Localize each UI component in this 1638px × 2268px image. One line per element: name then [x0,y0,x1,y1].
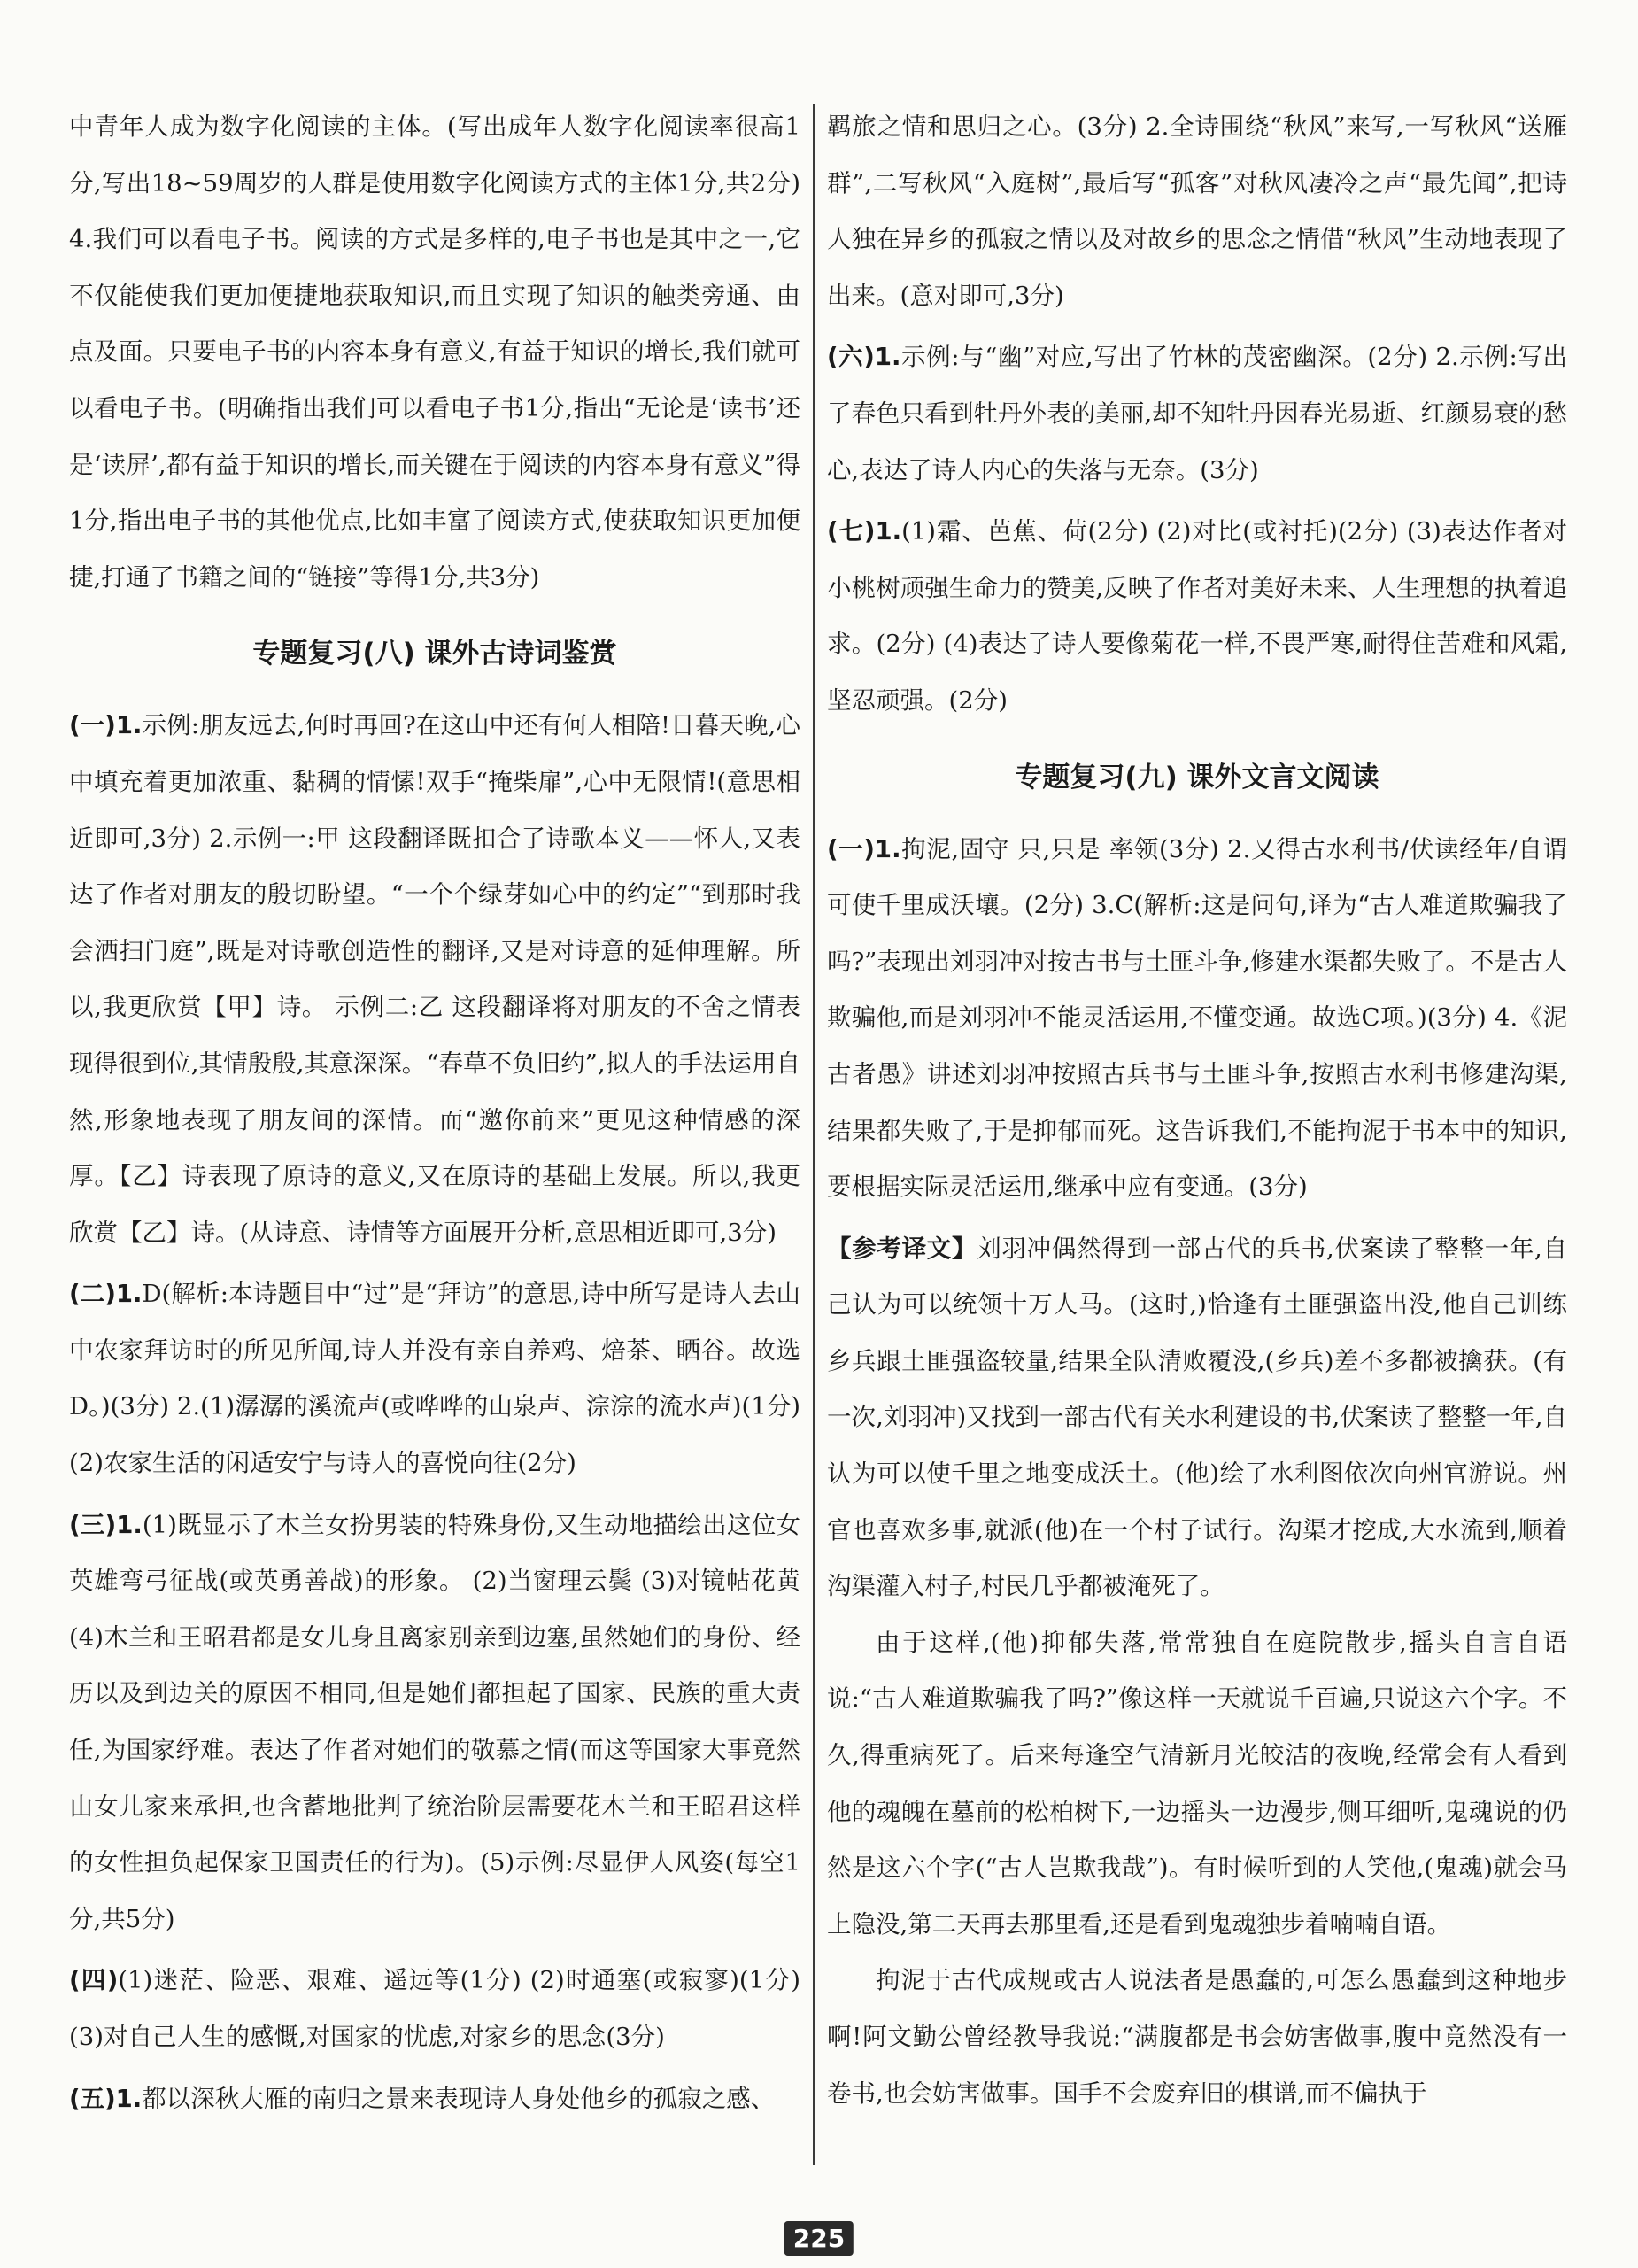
answer-text: 示例:朋友远去,何时再回?在这山中还有何人相陪!日暮天晚,心中填充着更加浓重、黏稠的情愫!双手“掩柴扉”,心中无限情!(意思相近即可,3分) 2.示例一:甲 这段翻译既扣合了诗歌本义——怀人,又表达了作者对朋友的殷切盼望。“一个个绿芽如心中的约定”“到那时我会洒扫门庭”,既是对诗歌创造性的翻译,又是对诗意的延伸理解。所以,我更欣赏【甲】诗。 示例二:乙 这段翻译将对朋友的不舍之情表现得很到位,其情殷殷,其意深深。“春草不负旧约”,拟人的手法运用自然,形象地表现了朋友间的深情。而“邀你前来”更见这种情感的深厚。【乙】诗表现了原诗的意义,又在原诗的基础上发展。所以,我更欣赏【乙】诗。(从诗意、诗情等方面展开分析,意思相近即可,3分) [69,711,800,1247]
answer-label: (一)1. [827,834,901,863]
answer-continuation: 中青年人成为数字化阅读的主体。(写出成年人数字化阅读率很高1分,写出18~59周岁的人群是使用数字化阅读方式的主体1分,共2分) 4.我们可以看电子书。阅读的方式是多样的,电子书也是其中之一,它不仅能使我们更加便捷地获取知识,而且实现了知识的触类旁通、由点及面。只要电子书的内容本身有意义,有益于知识的增长,我们就可以看电子书。(明确指出我们可以看电子书1分,指出“无论是‘读书’还是‘读屏’,都有益于知识的增长,而关键在于阅读的内容本身有意义”得1分,指出电子书的其他优点,比如丰富了阅读方式,使获取知识更加便捷,打通了书籍之间的“链接”等得1分,共3分) [69,112,800,592]
answer-block-2 [69,1266,800,1491]
answer-block-5 [69,2071,800,2128]
answer-text: 示例:与“幽”对应,写出了竹林的茂密幽深。(2分) 2.示例:写出了春色只看到牡丹外表的美丽,却不知牡丹因春光易逝、红颜易衰的愁心,表达了诗人内心的失落与无奈。(3分) [827,343,1567,484]
reference-translation-1 [827,1221,1567,1615]
answer-block-6 [827,329,1567,499]
reference-translation-label: 【参考译文】 [827,1234,977,1263]
answer-label: (二)1. [69,1280,143,1309]
answer-text: 拘泥,固守 只,只是 率领(3分) 2.又得古水利书/伏读经年/自谓可使千里成沃壤。(2分) 3.C(解析:这是问句,译为“古人难道欺骗我了吗?”表现出刘羽冲对按古书与土匪斗争,修建水渠都失败了。不是古人欺骗他,而是刘羽冲不能灵活运用,不懂变通。故选C项。)(3分) 4.《泥古者愚》讲述刘羽冲按照古兵书与土匪斗争,按照古水利书修建沟渠,结果都失败了,于是抑郁而死。这告诉我们,不能拘泥于书本中的知识,要根据实际灵活运用,继承中应有变通。(3分) [827,834,1567,1202]
reference-translation-2: 由于这样,(他)抑郁失落,常常独自在庭院散步,摇头自言自语说:“古人难道欺骗我了吗?”像这样一天就说千百遍,只说这六个字。不久,得重病死了。后来每逢空气清新月光皎洁的夜晚,经常会有人看到他的魂魄在墓前的松柏树下,一边摇头一边漫步,侧耳细听,鬼魂说的仍然是这六个字(“古人岂欺我哉”)。有时候听到的人笑他,(鬼魂)就会马上隐没,第二天再去那里看,还是看到鬼魂独步着喃喃自语。 [827,1628,1567,1939]
answer-block-7 [827,504,1567,729]
answer-label: (一)1. [69,711,143,740]
answer-label: (五)1. [69,2084,143,2113]
answer-continuation: 羁旅之情和思归之心。(3分) 2.全诗围绕“秋风”来写,一写秋风“送雁群”,二写秋风“入庭树”,最后写“孤客”对秋风凄冷之声“最先闻”,把诗人独在异乡的孤寂之情以及对故乡的思念之情借“秋风”生动地表现了出来。(意对即可,3分) [827,112,1567,310]
answer-text: (1)霜、芭蕉、荷(2分) (2)对比(或衬托)(2分) (3)表达作者对小桃树顽强生命力的赞美,反映了作者对美好未来、人生理想的执着追求。(2分) (4)表达了诗人要像菊花一样,不畏严寒,耐得住苦难和风霜,坚忍顽强。(2分) [827,517,1567,715]
reference-translation-3: 拘泥于古代成规或古人说法者是愚蠢的,可怎么愚蠢到这种地步啊!阿文勤公曾经教导我说:“满腹都是书会妨害做事,腹中竟然没有一卷书,也会妨害做事。国手不会废弃旧的棋谱,而不偏执于 [827,1966,1567,2108]
answer-block-4 [69,1953,800,2065]
answer-text: 都以深秋大雁的南归之景来表现诗人身处他乡的孤寂之感、 [142,2084,776,2113]
answer-text: (1)既显示了木兰女扮男装的特殊身份,又生动地描绘出这位女英雄弯弓征战(或英勇善战)的形象。 (2)当窗理云鬓 (3)对镜帖花黄 (4)木兰和王昭君都是女儿身且离家别亲到边塞,虽然她们的身份、经历以及到边关的原因不相同,但是她们都担起了国家、民族的重大责任,为国家纾难。表达了作者对她们的敬慕之情(而这等国家大事竟然由女儿家来承担,也含蓄地批判了统治阶层需要花木兰和王昭君这样的女性担负起保家卫国责任的行为)。(5)示例:尽显伊人风姿(每空1分,共5分) [69,1510,800,1933]
answer-block-3 [69,1498,800,1948]
answer-label: (七)1. [827,517,902,546]
right-column [827,99,1567,2169]
answer-text: D(解析:本诗题目中“过”是“拜访”的意思,诗中所写是诗人去山中农家拜访时的所见所闻,诗人并没有亲自养鸡、焙茶、晒谷。故选D。)(3分) 2.(1)潺潺的溪流声(或哗哗的山泉声、淙淙的流水声)(1分) (2)农家生活的闲适安宁与诗人的喜悦向往(2分) [69,1280,800,1478]
answer-text: (1)迷茫、险恶、艰难、遥远等(1分) (2)时通塞(或寂寥)(1分) (3)对自己人生的感慨,对国家的忧虑,对家乡的思念(3分) [69,1966,800,2051]
page-number: 225 [784,2221,854,2256]
answer-label: (三)1. [69,1510,143,1539]
answer-label: (六)1. [827,343,901,372]
left-column [69,99,800,2169]
section-heading-8: 专题复习(八) 课外古诗词鉴赏 [252,638,617,670]
reference-translation-text: 刘羽冲偶然得到一部古代的兵书,伏案读了整整一年,自己认为可以统领十万人马。(这时,)恰逢有土匪强盗出没,他自己训练乡兵跟土匪强盗较量,结果全队清败覆没,(乡兵)差不多都被擒获。(有一次,刘羽冲)又找到一部古代有关水利建设的书,伏案读了整整一年,自认为可以使千里之地变成沃土。(他)绘了水利图依次向州官游说。州官也喜欢多事,就派(他)在一个村子试行。沟渠才挖成,大水流到,顺着沟渠灌入村子,村民几乎都被淹死了。 [827,1234,1567,1601]
section-heading-9: 专题复习(九) 课外文言文阅读 [1015,761,1379,793]
answer-block-1 [69,698,800,1261]
answer-block-classical-1 [827,822,1567,1216]
answer-label: (四) [69,1966,119,1995]
column-divider [813,104,815,2165]
